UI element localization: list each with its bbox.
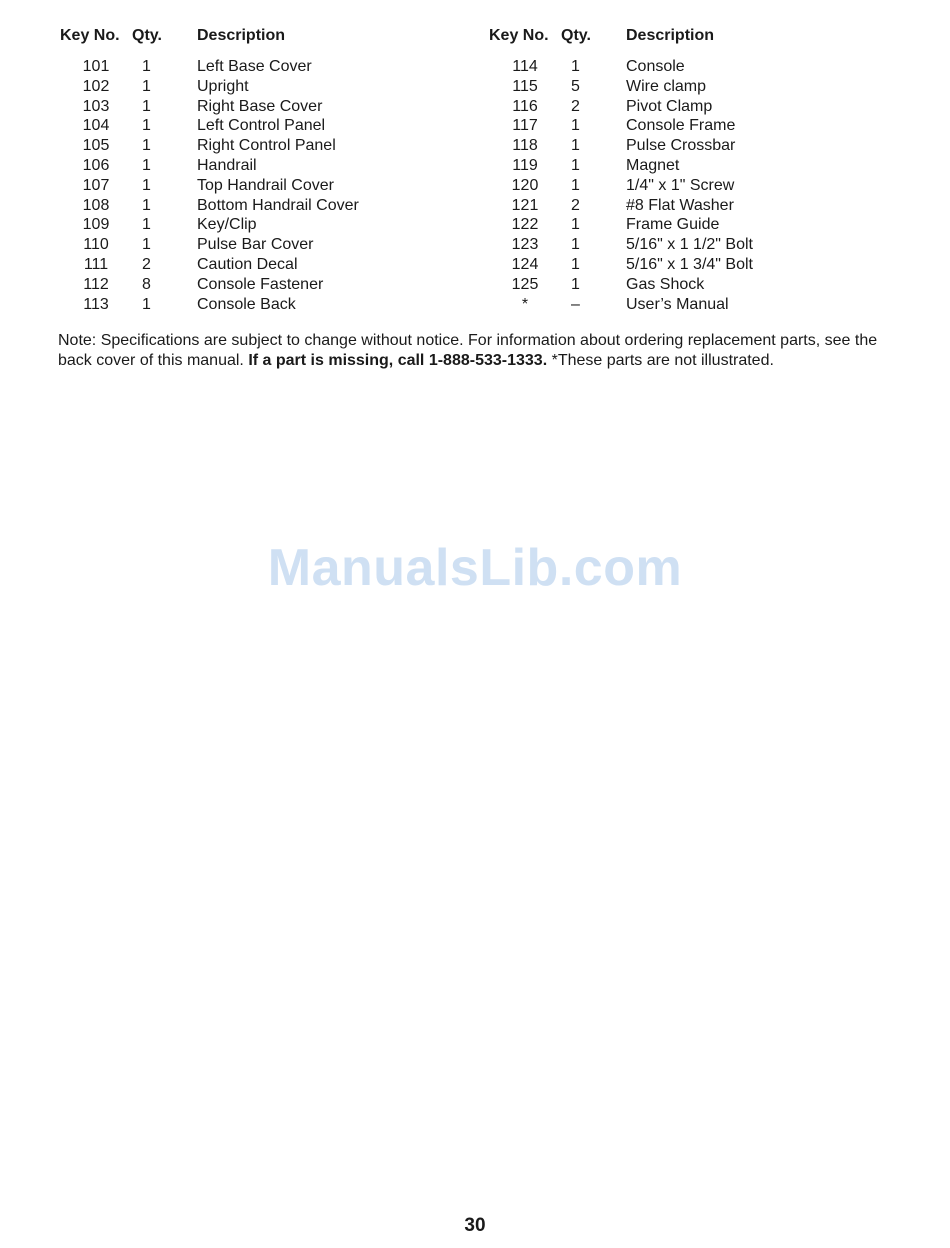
part-row bbox=[489, 215, 906, 235]
part-qty: 1 bbox=[142, 176, 151, 194]
page-number: 30 bbox=[464, 1215, 486, 1236]
part-description: Handrail bbox=[197, 156, 257, 174]
part-qty: 8 bbox=[142, 275, 151, 293]
part-description: Magnet bbox=[626, 156, 680, 174]
parts-table-left bbox=[60, 26, 477, 314]
parts-list-left bbox=[60, 57, 477, 314]
part-key-no: 123 bbox=[511, 236, 539, 254]
part-key-no: 102 bbox=[82, 77, 110, 95]
part-row bbox=[60, 275, 477, 295]
key-no-header: Key No. bbox=[60, 27, 120, 44]
part-qty: – bbox=[571, 295, 580, 313]
part-qty: 1 bbox=[142, 196, 151, 214]
part-row bbox=[489, 77, 906, 97]
part-row bbox=[489, 295, 906, 315]
part-key-no: 101 bbox=[82, 58, 110, 75]
part-row bbox=[60, 235, 477, 255]
part-qty: 2 bbox=[571, 196, 580, 214]
part-key-no: 104 bbox=[82, 117, 110, 135]
part-qty: 1 bbox=[571, 275, 580, 293]
description-header: Description bbox=[197, 27, 286, 44]
part-key-no: 108 bbox=[82, 196, 110, 214]
parts-list-right bbox=[489, 57, 906, 314]
part-key-no: 121 bbox=[511, 196, 539, 214]
part-description: #8 Flat Washer bbox=[626, 196, 734, 214]
part-qty: 1 bbox=[142, 137, 151, 155]
parts-table-right bbox=[489, 26, 906, 314]
part-key-no: 105 bbox=[82, 137, 110, 155]
part-row bbox=[489, 275, 906, 295]
part-qty: 1 bbox=[571, 236, 580, 254]
part-key-no: 110 bbox=[83, 236, 109, 254]
part-qty: 1 bbox=[571, 176, 580, 194]
part-description: Pulse Bar Cover bbox=[197, 236, 314, 254]
qty-header: Qty. bbox=[132, 27, 162, 44]
part-description: Pivot Clamp bbox=[626, 97, 713, 115]
part-description: Pulse Crossbar bbox=[626, 137, 736, 155]
part-row bbox=[489, 97, 906, 117]
part-qty: 1 bbox=[571, 255, 580, 273]
part-row bbox=[60, 176, 477, 196]
part-qty: 1 bbox=[571, 137, 580, 155]
part-row bbox=[60, 57, 477, 77]
part-key-no: 111 bbox=[83, 255, 109, 273]
part-key-no: 114 bbox=[512, 58, 538, 75]
part-row bbox=[60, 116, 477, 136]
table-header-row bbox=[489, 26, 906, 57]
part-description: Gas Shock bbox=[626, 275, 705, 293]
part-qty: 1 bbox=[142, 295, 151, 313]
part-row bbox=[60, 255, 477, 275]
part-description: Console bbox=[626, 58, 685, 75]
missing-part-phone-note: If a part is missing, call 1-888-533-1333. bbox=[248, 352, 548, 369]
table-header-row bbox=[60, 26, 477, 57]
part-qty: 2 bbox=[571, 97, 580, 115]
part-description: 1/4" x 1" Screw bbox=[626, 176, 735, 194]
part-description: 5/16" x 1 3/4" Bolt bbox=[626, 255, 753, 273]
part-description: Top Handrail Cover bbox=[197, 176, 334, 194]
part-description: Console Fastener bbox=[197, 275, 324, 293]
part-row bbox=[489, 136, 906, 156]
part-description: Console Frame bbox=[626, 117, 736, 135]
part-row bbox=[60, 77, 477, 97]
part-description: Right Control Panel bbox=[197, 137, 336, 155]
part-row bbox=[489, 57, 906, 77]
part-qty: 1 bbox=[142, 216, 151, 234]
part-key-no: 124 bbox=[511, 255, 539, 273]
part-key-no: 117 bbox=[512, 117, 538, 135]
part-key-no: 109 bbox=[82, 216, 110, 234]
part-qty: 1 bbox=[571, 117, 580, 135]
part-description: Bottom Handrail Cover bbox=[197, 196, 359, 214]
part-key-no: 112 bbox=[83, 275, 109, 293]
part-row bbox=[60, 196, 477, 216]
part-qty: 5 bbox=[571, 77, 580, 95]
description-header: Description bbox=[626, 27, 715, 44]
note-text: Note: Specifications are subject to change without notice. For information about ordering replacement parts, see the back cover of this manual. bbox=[58, 332, 878, 369]
part-qty: 1 bbox=[142, 97, 151, 115]
specifications-note bbox=[58, 331, 893, 371]
part-key-no: 115 bbox=[512, 77, 538, 95]
part-row bbox=[489, 176, 906, 196]
part-key-no: 118 bbox=[512, 137, 538, 155]
part-description: Left Base Cover bbox=[197, 58, 312, 75]
part-key-no: 125 bbox=[511, 275, 539, 293]
part-qty: 1 bbox=[142, 77, 151, 95]
part-description: Console Back bbox=[197, 295, 296, 313]
part-row bbox=[60, 136, 477, 156]
part-qty: 1 bbox=[142, 117, 151, 135]
part-description: User’s Manual bbox=[626, 295, 729, 313]
watermark: ManualsLib.com bbox=[267, 539, 683, 597]
part-key-no: 122 bbox=[511, 216, 539, 234]
part-key-no: 106 bbox=[82, 156, 110, 174]
part-qty: 1 bbox=[571, 216, 580, 234]
part-row bbox=[489, 156, 906, 176]
part-description: Key/Clip bbox=[197, 216, 257, 234]
part-qty: 1 bbox=[142, 236, 151, 254]
part-description: Upright bbox=[197, 77, 249, 95]
part-description: Left Control Panel bbox=[197, 117, 326, 135]
part-key-no: 113 bbox=[83, 295, 109, 313]
part-qty: 2 bbox=[142, 255, 151, 273]
part-qty: 1 bbox=[142, 156, 151, 174]
part-row bbox=[489, 196, 906, 216]
part-row bbox=[489, 255, 906, 275]
part-description: Frame Guide bbox=[626, 216, 720, 234]
part-description: Caution Decal bbox=[197, 255, 298, 273]
not-illustrated-note: *These parts are not illustrated. bbox=[547, 352, 774, 369]
part-key-no: 107 bbox=[82, 176, 110, 194]
part-row bbox=[60, 215, 477, 235]
part-key-no: 120 bbox=[511, 176, 539, 194]
part-qty: 1 bbox=[142, 58, 151, 75]
part-description: 5/16" x 1 1/2" Bolt bbox=[626, 236, 753, 254]
part-row bbox=[60, 97, 477, 117]
part-key-no: 116 bbox=[512, 97, 538, 115]
part-description: Wire clamp bbox=[626, 77, 707, 95]
part-row bbox=[60, 295, 477, 315]
part-key-no: 103 bbox=[82, 97, 110, 115]
qty-header: Qty. bbox=[561, 27, 591, 44]
part-key-no: 119 bbox=[512, 156, 538, 174]
part-qty: 1 bbox=[571, 156, 580, 174]
key-no-header: Key No. bbox=[489, 27, 549, 44]
part-qty: 1 bbox=[571, 58, 580, 75]
part-key-no: * bbox=[521, 295, 529, 313]
part-description: Right Base Cover bbox=[197, 97, 323, 115]
part-row bbox=[60, 156, 477, 176]
part-row bbox=[489, 235, 906, 255]
part-row bbox=[489, 116, 906, 136]
